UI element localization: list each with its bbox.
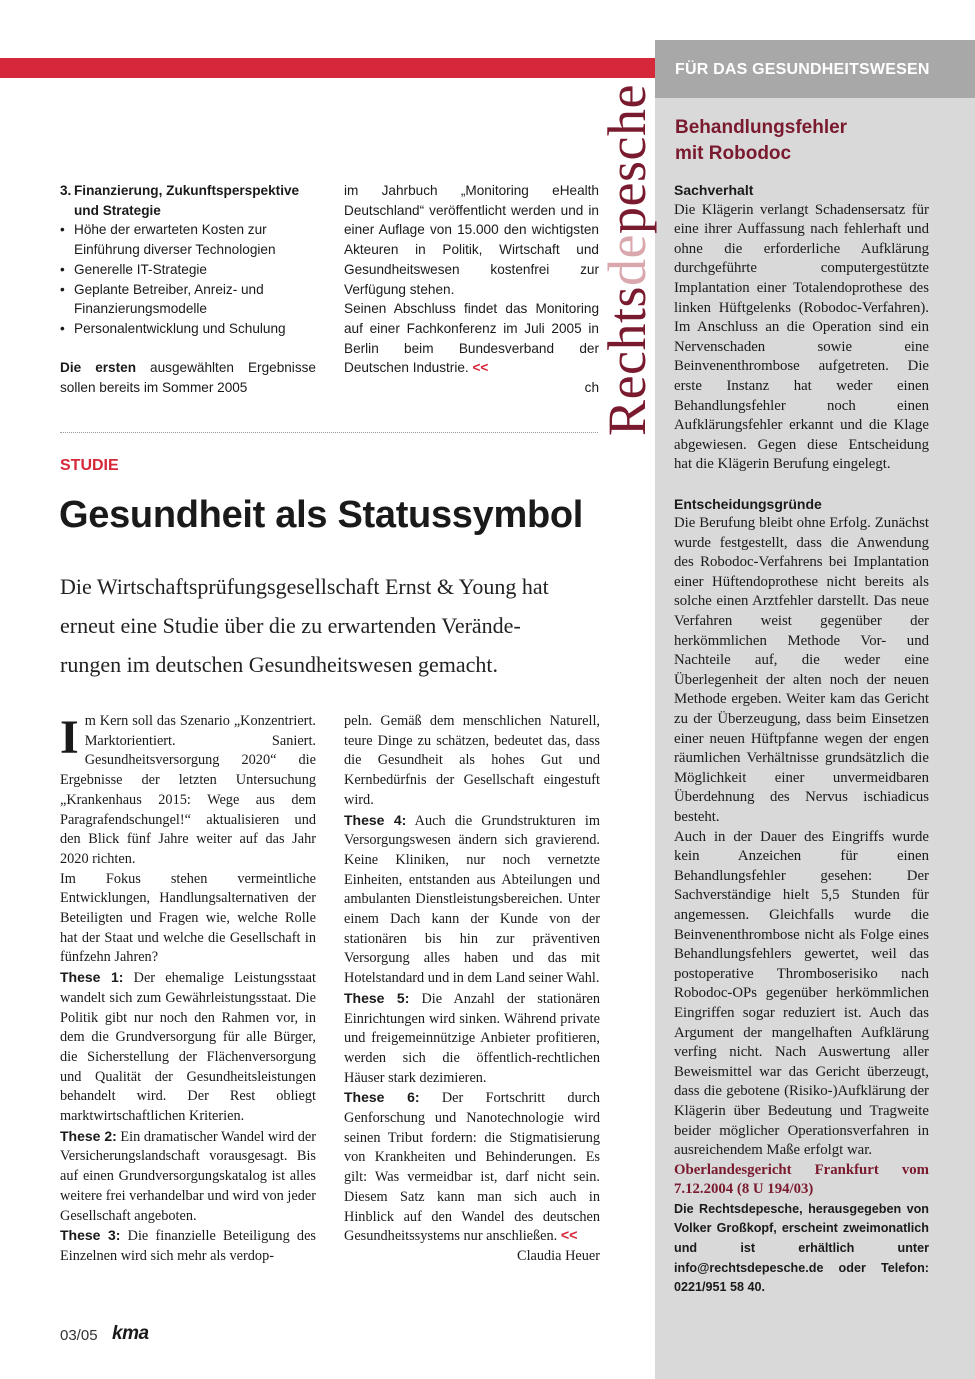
lead-line: Die Wirtschaftsprüfungsgesellschaft Ernst & Young hat xyxy=(60,574,549,599)
brand-logo: kma xyxy=(112,1323,149,1344)
intro-paragraph xyxy=(60,358,316,397)
sidebar-article-title xyxy=(675,115,847,167)
paragraph xyxy=(344,299,599,378)
thesis-text: Der ehemalige Leistungsstaat wandelt sich zum Gewährleistungsstaat. Die Politik gibt nur noch den Rahmen vor, in dem die Grundversorgung für alle Bürger, die Sicherstellung der Flächenversorgung und Qualität der Gesundheitsleistungen behandelt wird. Der Rest obliegt marktwirtschaftlichen Kriterien. xyxy=(60,970,316,1125)
header-accent-bar xyxy=(0,58,655,78)
thesis-paragraph xyxy=(344,811,600,989)
thesis-label: These 5: xyxy=(344,989,410,1006)
thesis-paragraph xyxy=(60,1226,316,1266)
logo-part-3: pesche xyxy=(597,84,657,234)
list-item: • Generelle IT-Strategie xyxy=(60,260,316,280)
issue-number: 03/05 xyxy=(60,1327,98,1344)
thesis-label: These 4: xyxy=(344,811,407,828)
article-column-2 xyxy=(344,712,600,1267)
sidebar-header-title: FÜR DAS GESUNDHEITSWESEN xyxy=(675,61,930,78)
thesis-paragraph xyxy=(60,968,316,1127)
intro-column-1 xyxy=(60,181,316,398)
thesis-label: These 3: xyxy=(60,1227,121,1244)
paragraph-text: ausgewählten Ergebnisse sollen bereits im Sommer 2005 xyxy=(60,360,316,396)
thesis-text: Auch die Grundstrukturen im Versorgungswesen ändern sich gravierend. Keine Kliniken, nur noch vernetzte Einheiten, entstanden aus Abteilungen und ambulanten Dienstleistungsbereichen. Unter einem Dach kann der Kunde von der stationären bis hin zur präventiven Versorgung alles haben und das mit Hotelstandard und in dem Land seiner Wahl. xyxy=(344,812,600,987)
logo-part-1: Rechts xyxy=(597,285,657,436)
end-mark: << xyxy=(472,360,489,376)
thesis-label: These 1: xyxy=(60,969,124,986)
subheading: Entscheidungsgründe xyxy=(674,495,822,512)
drop-cap: I xyxy=(60,711,79,764)
publisher-contact: Die Rechtsdepesche, herausgegeben von Volker Großkopf, erscheint zweimonatlich und ist erhältlich unter info@rechtsdepesche.de oder Telefon: 0221/951 58 40. xyxy=(674,1201,929,1295)
title-line: mit Robodoc xyxy=(675,143,792,164)
article-title: Gesundheit als Statussymbol xyxy=(59,494,584,536)
thesis-paragraph xyxy=(60,1127,316,1227)
article-author: Claudia Heuer xyxy=(517,1247,600,1264)
thesis-text: Die finanzielle Beteiligung des Einzelnen wird sich mehr als verdop- xyxy=(60,1228,316,1264)
list-item: • Personalentwicklung und Schulung xyxy=(60,319,316,339)
paragraph: peln. Gemäß dem menschlichen Naturell, teure Dinge zu schätzen, bedeutet das, dass die Gesundheit als hohes Gut und Kernbedürfnis der Gesellschaft eingestuft wird. xyxy=(344,713,600,808)
paragraph: Die Berufung bleibt ohne Erfolg. Zunächst wurde festgestellt, dass die Anwendung des Robodoc-Verfahrens bei Implantation einer Hüftendoprothese nicht bereits als solche einen Arztfehler darstellt. Das neue Verfahren weist gegenüber der herkömmlichen Methode Vor- und Nachteile auf, die weder eine Überlegenheit der alten noch der neuen Methode ergeben. Weiter kam das Gericht zu der Überzeugung, dass beim Einsetzen einer neuen Hüftpfanne wegen der engen räumlichen Verhältnisse grundsätzlich die Möglichkeit einer unvermeidbaren Überdehnung des Nervus ischiadicus besteht. xyxy=(674,515,929,825)
sidebar-article-body xyxy=(674,181,929,1298)
paragraph: Auch in der Dauer des Eingriffs wurde kein Anzeichen für einen Behandlungsfehler gesehen: Der Sachverständige hielt 5,5 Stunden für angemessen. Gleichfalls wurde die Beinvenenthrombose nicht als Folge eines Behandlungsfehlers gewertet, weil das postoperative Thromboserisiko nach Robodoc-OPs gegenüber herkömmlichen Eingriffen sogar reduziert ist. Auch das Argument der mangelhaften Aufklärung verfing nicht. Nach Auswertung aller Beweismittel war das Gericht überzeugt, dass die gebotene (Risiko-)Aufklärung der Klägerin über Bedeutung und Tragweite beider möglicher Operationsverfahren in ausreichendem Maße erfolgt war. xyxy=(674,828,929,1159)
list-item: • Höhe der erwarteten Kosten zur Einführung diverser Technologien xyxy=(60,220,316,259)
paragraph: Im Fokus stehen vermeintliche Entwicklungen, Handlungsalternativen der Beteiligten und Fragen wie, welche Rolle hat der Staat und welche die Gesellschaft in fünfzehn Jahren? xyxy=(60,870,316,966)
thesis-paragraph xyxy=(344,989,600,1089)
section-divider xyxy=(60,432,598,433)
thesis-paragraph xyxy=(344,1088,600,1247)
paragraph-text: m Kern soll das Szenario „Konzentriert. Marktorientiert. Saniert. Gesundheitsversorgung 2020“ die Ergebnisse der letzten Untersuchung „Krankenhaus 2015: Wege aus dem Paragrafendschungel!“ aktualisieren und den Blick fünf Jahre weiter auf das Jahr 2020 richten. xyxy=(60,713,316,867)
heading-number: 3. xyxy=(60,183,72,198)
thesis-label: These 2: xyxy=(60,1127,117,1144)
court-citation: Oberlandesgericht Frankfurt vom 7.12.2004 (8 U 194/03) xyxy=(674,1161,929,1198)
lead-line: rungen im deutschen Gesundheitswesen gemacht. xyxy=(60,652,499,677)
paragraph: Die Klägerin verlangt Schadensersatz für eine ihrer Auffassung nach fehlerhaft und ohne die erforderliche Aufklärung durchgeführte computergestützte Implantation einer Totalendoprothese des linken Hüftgelenks (Robodoc-Verfahren). Im Anschluss an die Operation sind ein Nervenschaden sowie eine Beinvenenthrombose aufgetreten. Die erste Instanz hat weder einen Behandlungsfehler noch einen Aufklärungsfehler erkannt und die Klage abgewiesen. Gegen diese Entscheidung hat die Klägerin Berufung eingelegt. xyxy=(674,201,929,473)
lead-line: erneut eine Studie über die zu erwartenden Verände- xyxy=(60,613,521,638)
thesis-text: Der Fortschritt durch Genforschung und Nanotechnologie wird seinen Tribut fordern: die Stigmatisierung von Krankheiten und Behinderungen. Es gilt: Was vermeidbar ist, darf nicht sein. Diesem Satz kann man sich auch in Hinblick auf den Wandel des deutschen Gesundheitssystems nur anschließen. xyxy=(344,1090,600,1245)
article-lead xyxy=(60,567,600,684)
thesis-text: Die Anzahl der stationären Einrichtungen wird sinken. Während private und freigemeinnützige Anbieter profitieren, werden sich die öffentlich-rechtlichen Häuser stark dezimieren. xyxy=(344,990,600,1086)
list-item: • Geplante Betreiber, Anreiz- und Finanzierungsmodelle xyxy=(60,280,316,319)
title-line: Behandlungsfehler xyxy=(675,117,848,138)
intro-column-2 xyxy=(344,181,599,398)
author-initials: ch xyxy=(584,380,599,396)
bullet-list xyxy=(60,220,316,338)
thesis-label: These 6: xyxy=(344,1089,420,1106)
paragraph-text: Seinen Abschluss findet das Monitoring auf einer Fachkonferenz im Juli 2005 in Berlin beim Bundesverband der Deutschen Industrie. xyxy=(344,301,599,376)
thesis-text: Ein dramatischer Wandel wird der Versicherungslandschaft vorausgesagt. Bis auf einen Grundversorgungskatalog ist alles weitere frei verhandelbar und wird von jeder Gesellschaft angeboten. xyxy=(60,1128,316,1224)
logo-part-2: de xyxy=(597,233,657,286)
lead-in-bold: Die ersten xyxy=(60,360,136,376)
end-mark: << xyxy=(560,1228,578,1245)
paragraph: im Jahrbuch „Monitoring eHealth Deutschland“ veröffentlicht werden und in einer Auflage von 15.000 den wichtigsten Akteuren in Politik, Wirtschaft und Gesundheitswesen kostenfrei zur Verfügung stehen. xyxy=(344,183,599,297)
numbered-heading xyxy=(60,181,316,220)
subheading: Sachverhalt xyxy=(674,182,754,198)
heading-text: Finanzierung, Zukunftsperspektive und Strategie xyxy=(74,183,300,218)
section-kicker: STUDIE xyxy=(60,457,119,474)
article-column-1 xyxy=(60,712,316,1267)
paragraph xyxy=(60,712,316,870)
